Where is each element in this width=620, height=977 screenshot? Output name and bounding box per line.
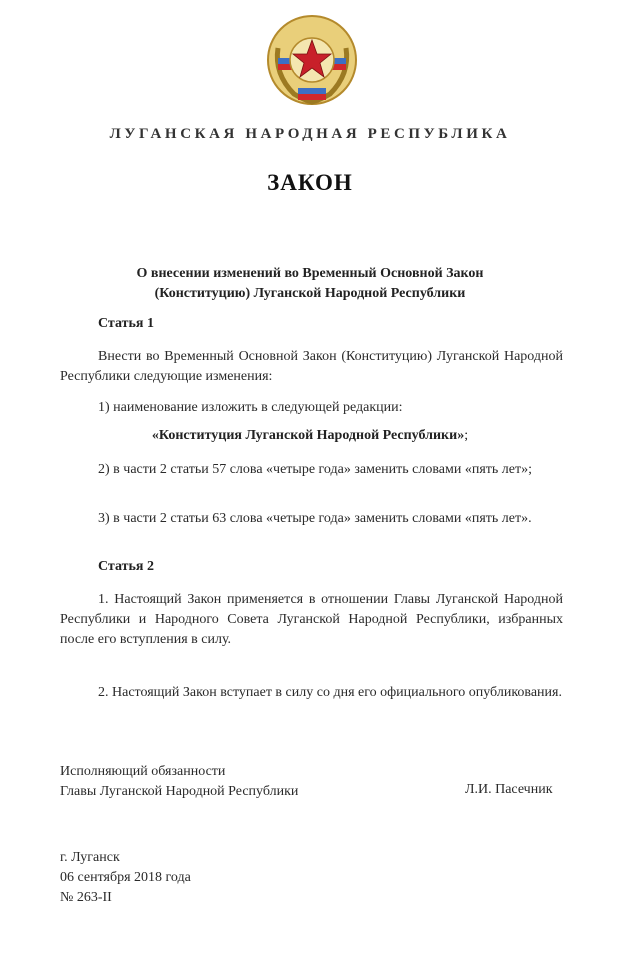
law-subtitle xyxy=(60,264,560,304)
new-name-tail: ; xyxy=(464,428,469,443)
subtitle-line: (Конституцию) Луганской Народной Республики xyxy=(154,286,466,301)
republic-name: ЛУГАНСКАЯ НАРОДНАЯ РЕСПУБЛИКА xyxy=(109,126,511,142)
signatory-position xyxy=(60,762,298,802)
article-2-paragraph-1: 1. Настоящий Закон применяется в отношении Главы Луганской Народной Республики и Народного Совета Луганской Народной Республики, избранных после его вступления в силу. xyxy=(60,592,563,647)
position-line: Исполняющий обязанности xyxy=(60,764,226,779)
article-1-item-1: 1) наименование изложить в следующей редакции: xyxy=(98,400,403,415)
footer-city: г. Луганск xyxy=(60,850,120,865)
article-1-item-2: 2) в части 2 статьи 57 слова «четыре года» заменить словами «пять лет»; xyxy=(98,462,532,477)
article-1-intro: Внести во Временный Основной Закон (Конституцию) Луганской Народной Республики следующие изменения: xyxy=(60,349,563,384)
position-line: Главы Луганской Народной Республики xyxy=(60,784,299,799)
article-2-heading: Статья 2 xyxy=(98,559,154,574)
article-1-heading: Статья 1 xyxy=(98,316,154,331)
signatory-name: Л.И. Пасечник xyxy=(465,782,553,797)
document-type-title: ЗАКОН xyxy=(267,170,353,195)
document-footer xyxy=(60,848,191,908)
new-name-text: «Конституция Луганской Народной Республики» xyxy=(151,428,465,443)
article-2-paragraph-2: 2. Настоящий Закон вступает в силу со дня его официального опубликования. xyxy=(98,685,562,700)
coat-of-arms-emblem xyxy=(264,14,360,108)
article-1-item-3: 3) в части 2 статьи 63 слова «четыре года» заменить словами «пять лет». xyxy=(98,511,532,526)
footer-number: № 263-II xyxy=(60,890,112,905)
footer-date: 06 сентября 2018 года xyxy=(60,870,191,885)
subtitle-line: О внесении изменений во Временный Основной Закон xyxy=(136,266,484,281)
new-constitution-name xyxy=(0,428,620,444)
